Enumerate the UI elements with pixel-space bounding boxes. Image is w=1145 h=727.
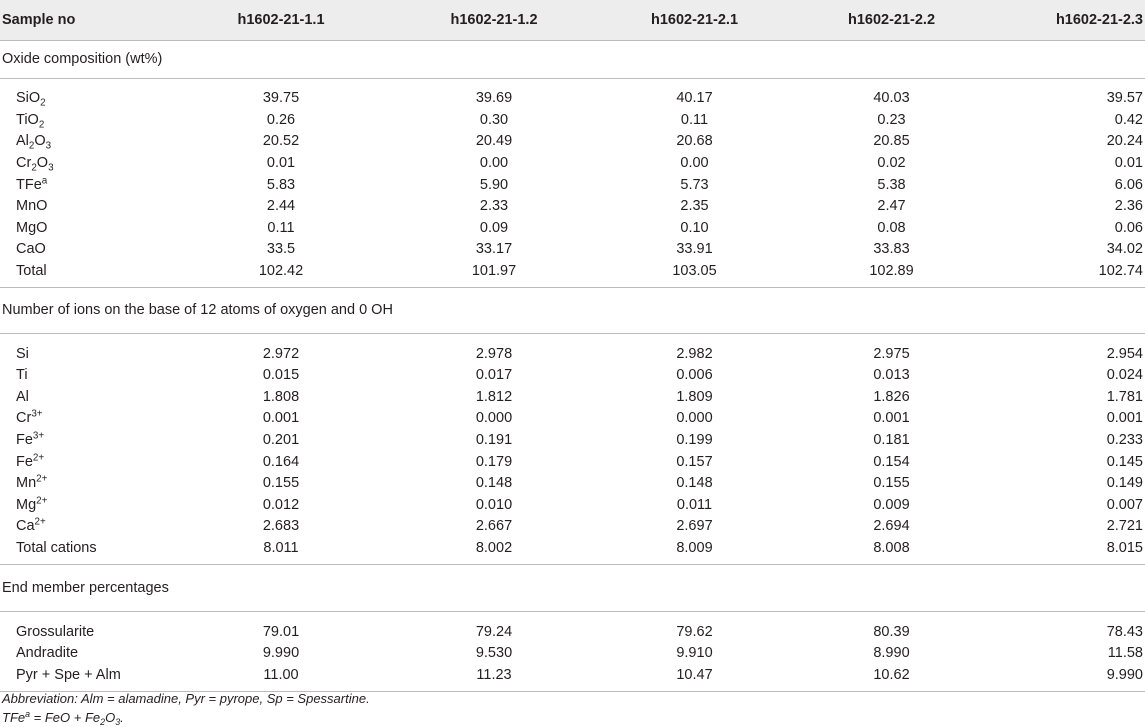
row-label-text: Total [16, 263, 47, 280]
table-row [0, 88, 1145, 110]
row-label-text: Pyr + Spe + Alm [16, 666, 121, 683]
value-cell: 2.721 [1106, 518, 1143, 535]
row-label [0, 109, 170, 131]
row-label-text: Al [16, 133, 29, 150]
value-cell: 33.17 [475, 241, 513, 258]
value-cell: 2.35 [680, 198, 709, 215]
value-cell: 79.01 [262, 623, 300, 640]
table-row [0, 472, 1145, 494]
table-row [0, 152, 1145, 174]
value-cell: 10.47 [676, 666, 713, 683]
value-cell: 39.57 [1106, 90, 1143, 107]
value-cell: 0.201 [262, 432, 300, 449]
value-cell: 0.233 [1106, 432, 1143, 449]
value-cell: 1.781 [1106, 388, 1143, 405]
row-label-subscript: 2 [31, 162, 37, 174]
value-cell: 5.38 [877, 176, 906, 193]
value-cell: 10.62 [873, 666, 910, 683]
value-cell: 102.74 [1098, 263, 1143, 280]
value-cell: 0.154 [873, 453, 910, 470]
value-cell: 2.954 [1106, 345, 1143, 362]
value-cell: 33.5 [266, 241, 296, 258]
row-label-text: SiO [16, 90, 41, 107]
value-cell: 80.39 [873, 623, 910, 640]
footnote-tfe: TFe$^a$ = FeO + $Fe_2O_3$. [2, 709, 124, 727]
value-cell: 0.11 [267, 219, 295, 236]
section-title: Oxide composition (wt%) [0, 40, 1145, 78]
table-row [0, 621, 1145, 643]
column-header-sample: h1602-21-1.1 [170, 0, 392, 40]
value-cell: 0.148 [475, 475, 513, 492]
value-cell: 39.69 [475, 90, 513, 107]
row-label-subscript: 3 [48, 162, 54, 174]
spacer [0, 333, 1145, 343]
spacer-row [0, 78, 1145, 88]
value-cell: 79.24 [475, 623, 513, 640]
table-body [0, 40, 1145, 691]
value-cell: 9.910 [676, 645, 713, 662]
row-label [0, 429, 170, 451]
row-label [0, 195, 170, 217]
value-cell: 0.01 [266, 155, 296, 172]
row-label-text: Andradite [16, 645, 79, 662]
value-cell: 20.85 [873, 133, 910, 150]
value-cell: 0.26 [266, 111, 296, 128]
value-cell: 8.990 [873, 645, 910, 662]
column-header-sample-no: Sample no [0, 0, 170, 40]
row-label-text: CaO [16, 241, 46, 258]
row-label-text: Al [16, 388, 29, 405]
value-cell: 102.89 [869, 263, 914, 280]
table-row [0, 364, 1145, 386]
row-label-text: Mg [16, 496, 37, 513]
value-cell: 39.75 [262, 90, 300, 107]
table-row [0, 642, 1145, 664]
value-cell: 1.809 [676, 388, 713, 405]
value-cell: 0.191 [475, 432, 513, 449]
value-cell: 40.17 [676, 90, 713, 107]
table-row [0, 109, 1145, 131]
value-cell: 0.09 [479, 219, 509, 236]
value-cell: 2.683 [262, 518, 300, 535]
value-cell: 0.42 [1114, 111, 1143, 128]
value-cell: 0.001 [262, 410, 300, 427]
row-label-text: Fe [16, 453, 33, 470]
row-label-text: MgO [16, 219, 48, 236]
column-header-sample: h1602-21-2.1 [596, 0, 793, 40]
spacer [0, 78, 1145, 88]
value-cell: 2.975 [873, 345, 910, 362]
table-row [0, 343, 1145, 365]
row-label-text: Cr [16, 155, 32, 172]
value-cell: 20.68 [676, 133, 713, 150]
row-label [0, 217, 170, 239]
table-row [0, 195, 1145, 217]
spacer [0, 611, 1145, 621]
table-row [0, 239, 1145, 261]
section-title: Number of ions on the base of 12 atoms of oxygen and 0 OH [0, 287, 1145, 333]
row-label-text: O [36, 155, 49, 172]
row-label-subscript: 3 [45, 140, 52, 152]
row-label-superscript: a [41, 175, 48, 187]
row-label-text: Si [16, 345, 29, 362]
row-label [0, 260, 170, 282]
row-label-subscript: 2 [38, 119, 45, 131]
row-label [0, 472, 170, 494]
value-cell: 6.06 [1114, 176, 1143, 193]
value-cell: 8.011 [263, 539, 299, 556]
value-cell: 2.36 [1114, 198, 1143, 215]
spacer-row [0, 333, 1145, 343]
table-row [0, 451, 1145, 473]
value-cell: 0.001 [1106, 410, 1143, 427]
value-cell: 0.181 [873, 432, 910, 449]
row-label [0, 88, 170, 110]
value-cell: 0.155 [262, 475, 300, 492]
value-cell: 0.009 [873, 496, 910, 513]
value-cell: 0.06 [1114, 219, 1143, 236]
row-label [0, 152, 170, 174]
value-cell: 0.017 [475, 367, 513, 384]
value-cell: 34.02 [1106, 241, 1143, 258]
value-cell: 0.30 [479, 111, 509, 128]
row-label [0, 239, 170, 261]
row-label-text: Fe [16, 432, 33, 449]
row-label-text: Mn [16, 475, 37, 492]
table-row [0, 131, 1145, 153]
table-row [0, 217, 1145, 239]
table-row [0, 386, 1145, 408]
value-cell: 103.05 [672, 263, 717, 280]
value-cell: 0.001 [873, 410, 910, 427]
value-cell: 8.002 [475, 539, 513, 556]
table-header-row [0, 0, 1145, 40]
value-cell: 79.62 [676, 623, 713, 640]
value-cell: 33.91 [676, 241, 713, 258]
value-cell: 20.49 [475, 133, 513, 150]
row-label-superscript: 2+ [32, 452, 45, 464]
value-cell: 2.694 [873, 518, 910, 535]
value-cell: 0.23 [877, 111, 906, 128]
value-cell: 0.164 [262, 453, 300, 470]
table-row [0, 260, 1145, 282]
value-cell: 0.000 [475, 410, 513, 427]
value-cell: 9.990 [262, 645, 300, 662]
value-cell: 0.012 [262, 496, 300, 513]
value-cell: 40.03 [873, 90, 910, 107]
table-row [0, 537, 1145, 559]
value-cell: 2.697 [676, 518, 713, 535]
value-cell: 0.013 [873, 367, 910, 384]
row-label-superscript: 3+ [31, 409, 43, 420]
row-label [0, 537, 170, 559]
value-cell: 0.000 [676, 410, 713, 427]
row-label [0, 664, 170, 686]
row-label [0, 621, 170, 643]
table-row [0, 408, 1145, 430]
footnote-abbreviation: Abbreviation: Alm = alamadine, Pyr = pyrope, Sp = Spessartine. [2, 691, 370, 706]
row-label [0, 642, 170, 664]
value-cell: 8.009 [676, 539, 713, 556]
value-cell: 0.00 [479, 155, 509, 172]
section-header-row [0, 564, 1145, 611]
value-cell: 0.155 [873, 475, 910, 492]
value-cell: 11.23 [476, 666, 512, 683]
value-cell: 1.826 [873, 388, 910, 405]
value-cell: 0.199 [676, 432, 713, 449]
row-label-text: Ti [16, 367, 28, 384]
value-cell: 78.43 [1106, 623, 1143, 640]
value-cell: 0.08 [877, 219, 906, 236]
table-row [0, 429, 1145, 451]
row-label [0, 131, 170, 153]
row-label-text: TFe [16, 176, 42, 193]
spacer-row [0, 611, 1145, 621]
row-label [0, 494, 170, 516]
value-cell: 2.33 [479, 198, 509, 215]
value-cell: 0.00 [680, 155, 709, 172]
table-row [0, 516, 1145, 538]
row-label-text: O [34, 133, 46, 150]
row-label [0, 364, 170, 386]
value-cell: 9.990 [1106, 666, 1143, 683]
value-cell: 5.90 [479, 176, 509, 193]
row-label [0, 386, 170, 408]
value-cell: 102.42 [258, 263, 304, 280]
value-cell: 0.179 [475, 453, 513, 470]
row-label-text: TiO [16, 111, 39, 128]
row-label-superscript: 2+ [34, 516, 46, 528]
value-cell: 11.58 [1107, 645, 1143, 662]
value-cell: 0.02 [877, 155, 906, 172]
row-label-text: Ca [16, 518, 35, 535]
value-cell: 8.015 [1106, 539, 1143, 556]
row-label [0, 174, 170, 196]
column-header-sample: h1602-21-1.2 [392, 0, 596, 40]
value-cell: 5.83 [266, 176, 296, 193]
value-cell: 20.52 [262, 133, 300, 150]
row-label-superscript: 2+ [36, 495, 48, 507]
column-header-sample: h1602-21-2.2 [793, 0, 990, 40]
section-header-row [0, 40, 1145, 78]
value-cell: 2.47 [877, 198, 906, 215]
value-cell: 0.01 [1114, 155, 1143, 172]
row-label [0, 343, 170, 365]
value-cell: 0.024 [1106, 367, 1143, 384]
row-label [0, 516, 170, 538]
value-cell: 2.972 [262, 345, 300, 362]
table-row [0, 174, 1145, 196]
value-cell: 0.011 [676, 496, 713, 513]
row-label-text: Cr [16, 410, 32, 427]
value-cell: 11.00 [263, 666, 299, 683]
value-cell: 101.97 [471, 263, 517, 280]
value-cell: 0.145 [1106, 453, 1143, 470]
value-cell: 2.978 [475, 345, 513, 362]
value-cell: 0.157 [676, 453, 713, 470]
value-cell: 20.24 [1106, 133, 1143, 150]
table-row [0, 664, 1145, 686]
value-cell: 0.007 [1106, 496, 1143, 513]
value-cell: 0.10 [680, 219, 709, 236]
value-cell: 0.006 [676, 367, 713, 384]
value-cell: 0.148 [676, 475, 713, 492]
value-cell: 9.530 [475, 645, 513, 662]
value-cell: 2.982 [676, 345, 713, 362]
section-header-row [0, 287, 1145, 333]
value-cell: 0.015 [262, 367, 300, 384]
row-label-text: Grossularite [16, 623, 95, 640]
value-cell: 0.149 [1106, 475, 1143, 492]
value-cell: 0.11 [680, 111, 709, 128]
column-header-sample: h1602-21-2.3 [990, 0, 1145, 40]
value-cell: 0.010 [475, 496, 513, 513]
row-label-subscript: 2 [28, 140, 35, 152]
value-cell: 1.808 [262, 388, 300, 405]
row-label-superscript: 2+ [36, 473, 48, 485]
table-row [0, 494, 1145, 516]
row-label-text: Total cations [16, 539, 97, 556]
row-label-superscript: 3+ [32, 430, 45, 442]
value-cell: 2.667 [475, 518, 513, 535]
value-cell: 8.008 [873, 539, 910, 556]
row-label [0, 451, 170, 473]
row-label-subscript: 2 [40, 97, 46, 109]
row-label [0, 408, 170, 430]
value-cell: 5.73 [680, 176, 709, 193]
value-cell: 2.44 [266, 198, 296, 215]
section-title: End member percentages [0, 564, 1145, 611]
value-cell: 1.812 [475, 388, 513, 405]
value-cell: 33.83 [873, 241, 910, 258]
row-label-text: MnO [16, 198, 48, 215]
